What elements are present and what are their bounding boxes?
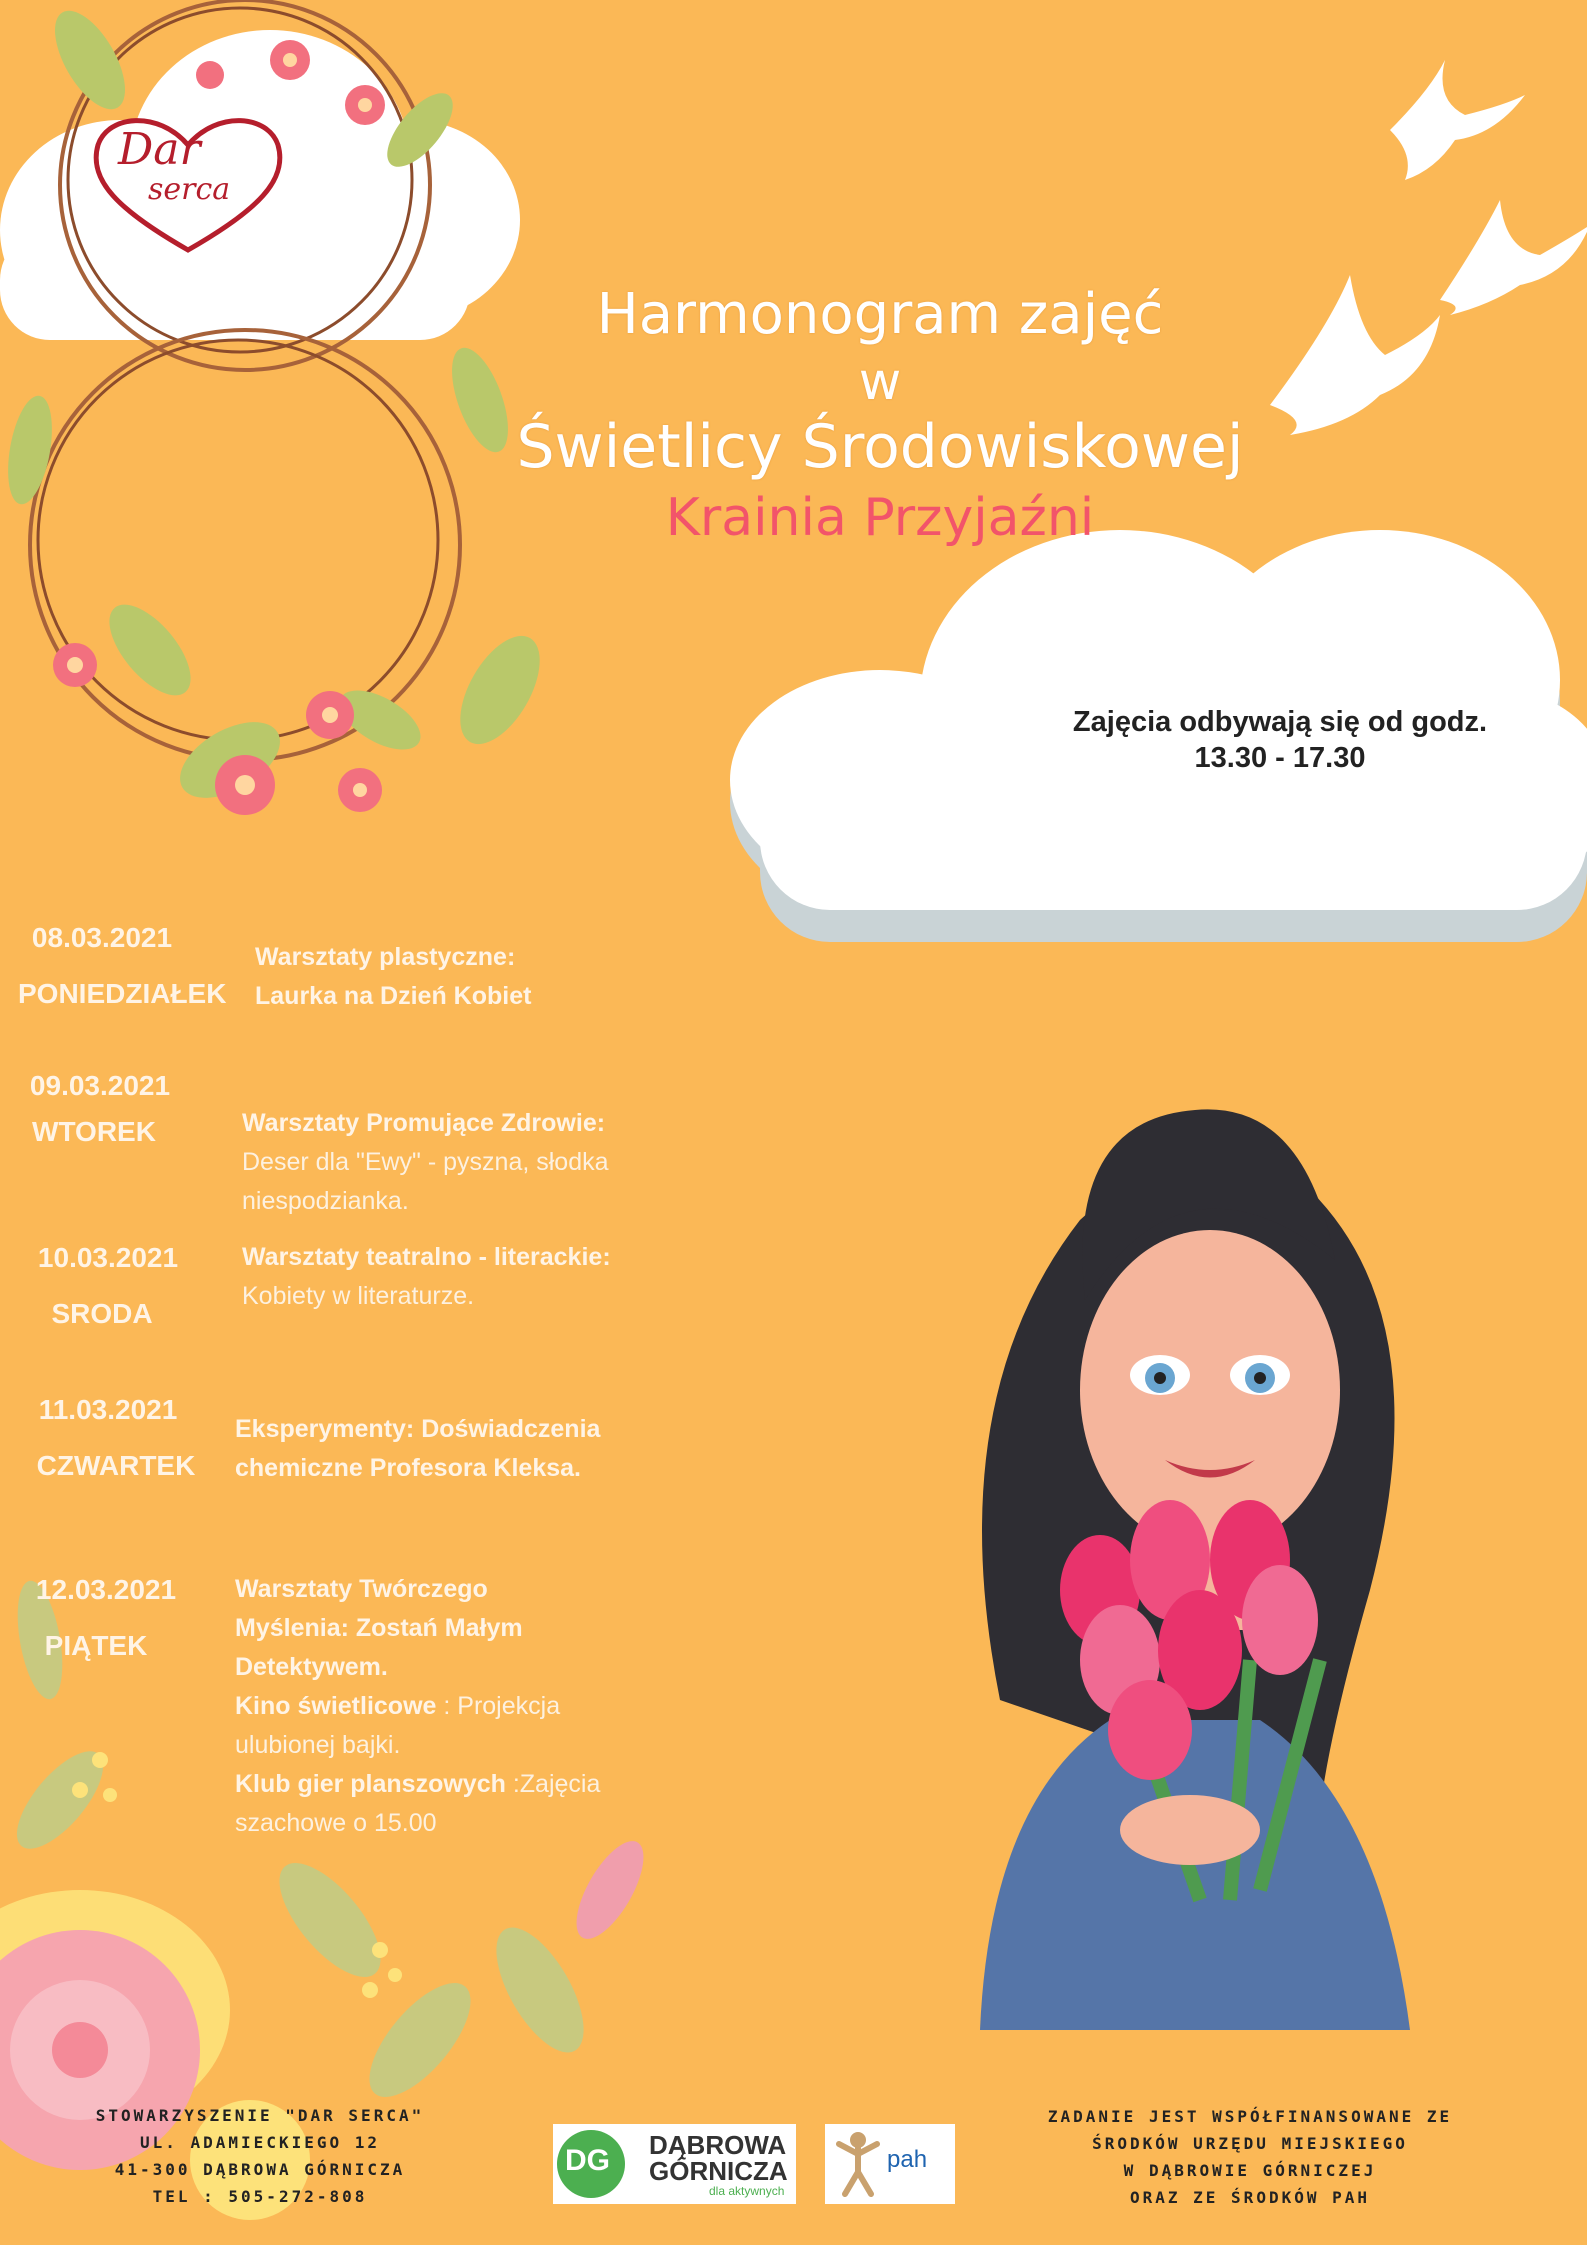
title-line-4: Krainia Przyjaźni (665, 488, 1095, 548)
schedule-activity (242, 1238, 611, 1316)
opening-hours-time: 13.30 - 17.30 (1194, 742, 1366, 774)
dg-name-line1: DĄBROWA (649, 2130, 787, 2160)
pah-name: pah (887, 2146, 928, 2173)
organization-address (40, 2102, 480, 2210)
schedule-date: 09.03.2021 (29, 1070, 171, 1101)
activity-line: chemiczne Profesora Kleksa. (235, 1454, 581, 1482)
opening-hours (1020, 704, 1540, 776)
address-line: 41-300 DĄBROWA GÓRNICZA (114, 2160, 406, 2179)
schedule-date: 08.03.2021 (31, 922, 173, 953)
schedule-activity (235, 1410, 600, 1488)
activity-line: Laurka na Dzień Kobiet (255, 982, 532, 1010)
activity-line: Warsztaty teatralno - literackie: (242, 1243, 611, 1271)
activity-line: Warsztaty plastyczne: (255, 943, 516, 971)
schedule-day: CZWARTEK (36, 1450, 196, 1481)
activity-line: ulubionej bajki. (235, 1731, 401, 1759)
schedule-day: WTOREK (32, 1116, 156, 1147)
dg-mark-text: DG (565, 2144, 610, 2177)
funding-line: W DĄBROWIE GÓRNICZEJ (1123, 2161, 1377, 2180)
person-figure-icon (833, 2130, 883, 2198)
activity-line: szachowe o 15.00 (235, 1809, 437, 1837)
funding-line: ORAZ ZE ŚRODKÓW PAH (1129, 2188, 1371, 2207)
woman-illustration (980, 1109, 1410, 2030)
activity-line: Warsztaty Promujące Zdrowie: (242, 1109, 606, 1137)
opening-hours-label: Zajęcia odbywają się od godz. (1072, 706, 1488, 738)
activity-line: Eksperymenty: Doświadczenia (235, 1415, 601, 1443)
activity-line: Warsztaty Twórczego (235, 1575, 488, 1603)
schedule-day: PONIEDZIAŁEK (18, 978, 227, 1009)
activity-line: Kino świetlicowe : Projekcja (235, 1692, 561, 1720)
activity-line: Myślenia: Zostań Małym (235, 1614, 523, 1642)
schedule-date: 11.03.2021 (38, 1394, 178, 1425)
activity-line: niespodzianka. (242, 1187, 409, 1215)
dg-name-line2: GÓRNICZA (649, 2156, 788, 2186)
address-line: TEL : 505-272-808 (152, 2187, 368, 2206)
logo-text-serca: serca (148, 172, 231, 207)
schedule-activity (235, 1570, 600, 1843)
title-line-3: Świetlicy Środowiskowej (516, 412, 1244, 482)
schedule-date: 12.03.2021 (35, 1574, 177, 1605)
funding-line: ŚRODKÓW URZĘDU MIEJSKIEGO (1092, 2134, 1408, 2153)
title-line-1: Harmonogram zajęć (596, 282, 1164, 347)
address-line: UL. ADAMIECKIEGO 12 (139, 2133, 381, 2152)
logo-text-dar: Dar (118, 124, 201, 175)
activity-line: Kobiety w literaturze. (242, 1282, 475, 1310)
funding-note (990, 2103, 1510, 2211)
activity-line: Klub gier planszowych :Zajęcia (235, 1770, 601, 1798)
schedule-activity (255, 938, 531, 1016)
funding-line: ZADANIE JEST WSPÓŁFINANSOWANE ZE (1047, 2107, 1453, 2126)
schedule-day: PIĄTEK (44, 1630, 148, 1661)
activity-line: Deser dla "Ewy" - pyszna, słodka (242, 1148, 609, 1176)
title-line-2: w (858, 352, 902, 412)
activity-line: Detektywem. (235, 1653, 388, 1681)
pah-logo (825, 2124, 955, 2204)
schedule-activity (242, 1104, 609, 1221)
schedule-day: SRODA (51, 1298, 153, 1329)
address-line: STOWARZYSZENIE "DAR SERCA" (95, 2106, 425, 2125)
schedule-date: 10.03.2021 (37, 1242, 179, 1273)
dg-tagline: dla aktywnych (709, 2184, 785, 2198)
dabrowa-gornicza-logo (553, 2124, 796, 2204)
dar-serca-logo (88, 110, 288, 260)
